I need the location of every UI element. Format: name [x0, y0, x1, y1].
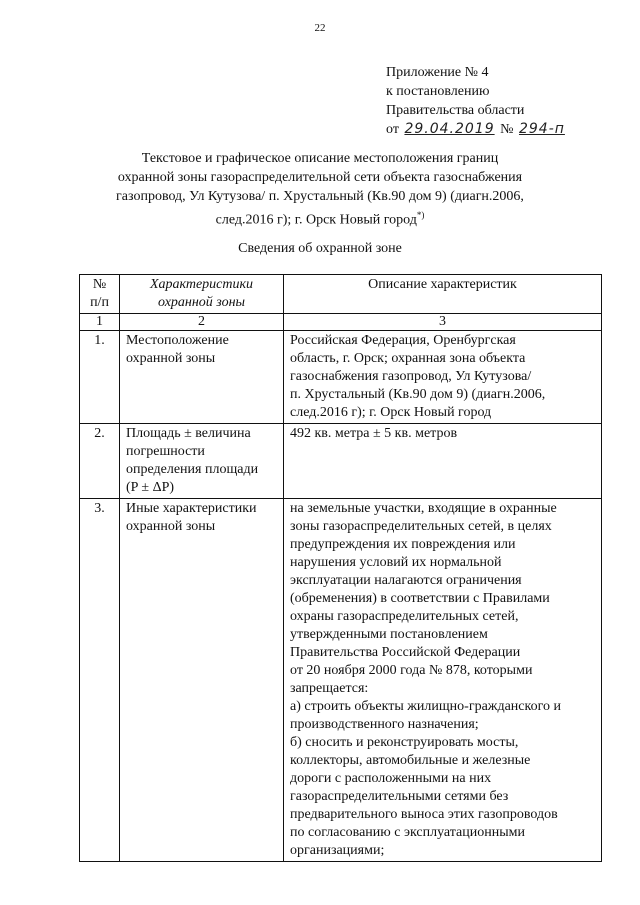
row-description: [284, 331, 602, 424]
characteristic-line: охранной зоны: [126, 351, 216, 366]
description-line: дороги с расположенными на них: [290, 771, 492, 786]
annex-date-line: [386, 120, 567, 139]
header-number: [80, 275, 120, 314]
description-line: организациями;: [290, 843, 385, 858]
header-number-line: №: [92, 277, 107, 292]
title-line-text: след.2016 г); г. Орск Новый город: [215, 212, 417, 228]
annex-line-resolution: к постановлению: [386, 84, 490, 99]
column-index: 1: [80, 314, 120, 331]
header-characteristics: [120, 275, 284, 314]
description-line: запрещается:: [290, 681, 369, 696]
protection-zone-table: [79, 274, 602, 862]
number-prefix: №: [500, 122, 514, 137]
section-subtitle: Сведения об охранной зоне: [238, 241, 402, 256]
title-line: охранной зоны газораспределительной сети объекта газоснабжения: [117, 170, 523, 185]
header-description: Описание характеристик: [284, 275, 602, 314]
title-line: Текстовое и графическое описание местоположения границ: [141, 151, 499, 166]
table-row: [80, 331, 602, 424]
row-number: 2.: [80, 424, 120, 499]
row-characteristic: [120, 499, 284, 862]
characteristic-line: определения площади: [126, 462, 259, 477]
description-line: 492 кв. метра ± 5 кв. метров: [290, 426, 458, 441]
description-line: охраны газораспределительных сетей,: [290, 609, 519, 624]
description-line: коллекторы, автомобильные и железные: [290, 753, 531, 768]
description-line: зоны газораспределительных сетей, в целях: [290, 519, 552, 534]
row-number: 1.: [80, 331, 120, 424]
annex-block: [386, 63, 567, 139]
header-number-line: п/п: [90, 295, 109, 310]
table-row: [80, 424, 602, 499]
description-line: след.2016 г); г. Орск Новый город: [290, 405, 492, 420]
row-characteristic: [120, 331, 284, 424]
date-prefix: от: [386, 122, 399, 137]
characteristic-line: Площадь ± величина: [126, 426, 251, 441]
title-line: [100, 206, 540, 230]
description-line: на земельные участки, входящие в охранные: [290, 501, 557, 516]
description-line: б) сносить и реконструировать мосты,: [290, 735, 519, 750]
description-line: Российская Федерация, Оренбургская: [290, 333, 516, 348]
table-row: [80, 499, 602, 862]
description-line: предупреждения их повреждения или: [290, 537, 516, 552]
row-number: 3.: [80, 499, 120, 862]
annex-line-government: Правительства области: [386, 103, 525, 118]
footnote-mark: *): [416, 210, 425, 220]
handwritten-date: 29.04.2019: [404, 121, 495, 137]
description-line: газораспределительными сетями без: [290, 789, 509, 804]
description-line: по согласованию с эксплуатационными: [290, 825, 525, 840]
description-line: (обременения) в соответствии с Правилами: [290, 591, 550, 606]
description-line: Правительства Российской Федерации: [290, 645, 521, 660]
characteristic-line: (P ± ΔP): [126, 480, 175, 495]
description-line: от 20 ноября 2000 года № 878, которыми: [290, 663, 533, 678]
characteristic-line: охранной зоны: [126, 519, 216, 534]
header-characteristics-line: охранной зоны: [157, 295, 246, 310]
column-index: 2: [120, 314, 284, 331]
title-line: газопровод, Ул Кутузова/ п. Хрустальный (Кв.90 дом 9) (диагн.2006,: [116, 189, 524, 204]
description-line: газоснабжения газопровод, Ул Кутузова/: [290, 369, 532, 384]
column-index: 3: [284, 314, 602, 331]
page-number: 22: [314, 22, 326, 34]
column-index-row: [80, 314, 602, 331]
description-line: предварительного выноса этих газопроводов: [290, 807, 558, 822]
document-title: [100, 149, 540, 230]
description-line: область, г. Орск; охранная зона объекта: [290, 351, 526, 366]
description-line: производственного назначения;: [290, 717, 479, 732]
description-line: нарушения условий их нормальной: [290, 555, 502, 570]
characteristic-line: Местоположение: [126, 333, 229, 348]
annex-title: Приложение № 4: [386, 65, 489, 80]
characteristic-line: Иные характеристики: [126, 501, 257, 516]
description-line: утвержденными постановлением: [290, 627, 488, 642]
row-description: [284, 424, 602, 499]
description-line: п. Хрустальный (Кв.90 дом 9) (диагн.2006,: [290, 387, 546, 402]
description-line: а) строить объекты жилищно-гражданского и: [290, 699, 561, 714]
description-line: эксплуатации налагаются ограничения: [290, 573, 522, 588]
characteristic-line: погрешности: [126, 444, 205, 459]
header-characteristics-line: Характеристики: [149, 277, 254, 292]
row-characteristic: [120, 424, 284, 499]
handwritten-number: 294-п: [518, 121, 565, 137]
table-header-row: [80, 275, 602, 314]
row-description: [284, 499, 602, 862]
